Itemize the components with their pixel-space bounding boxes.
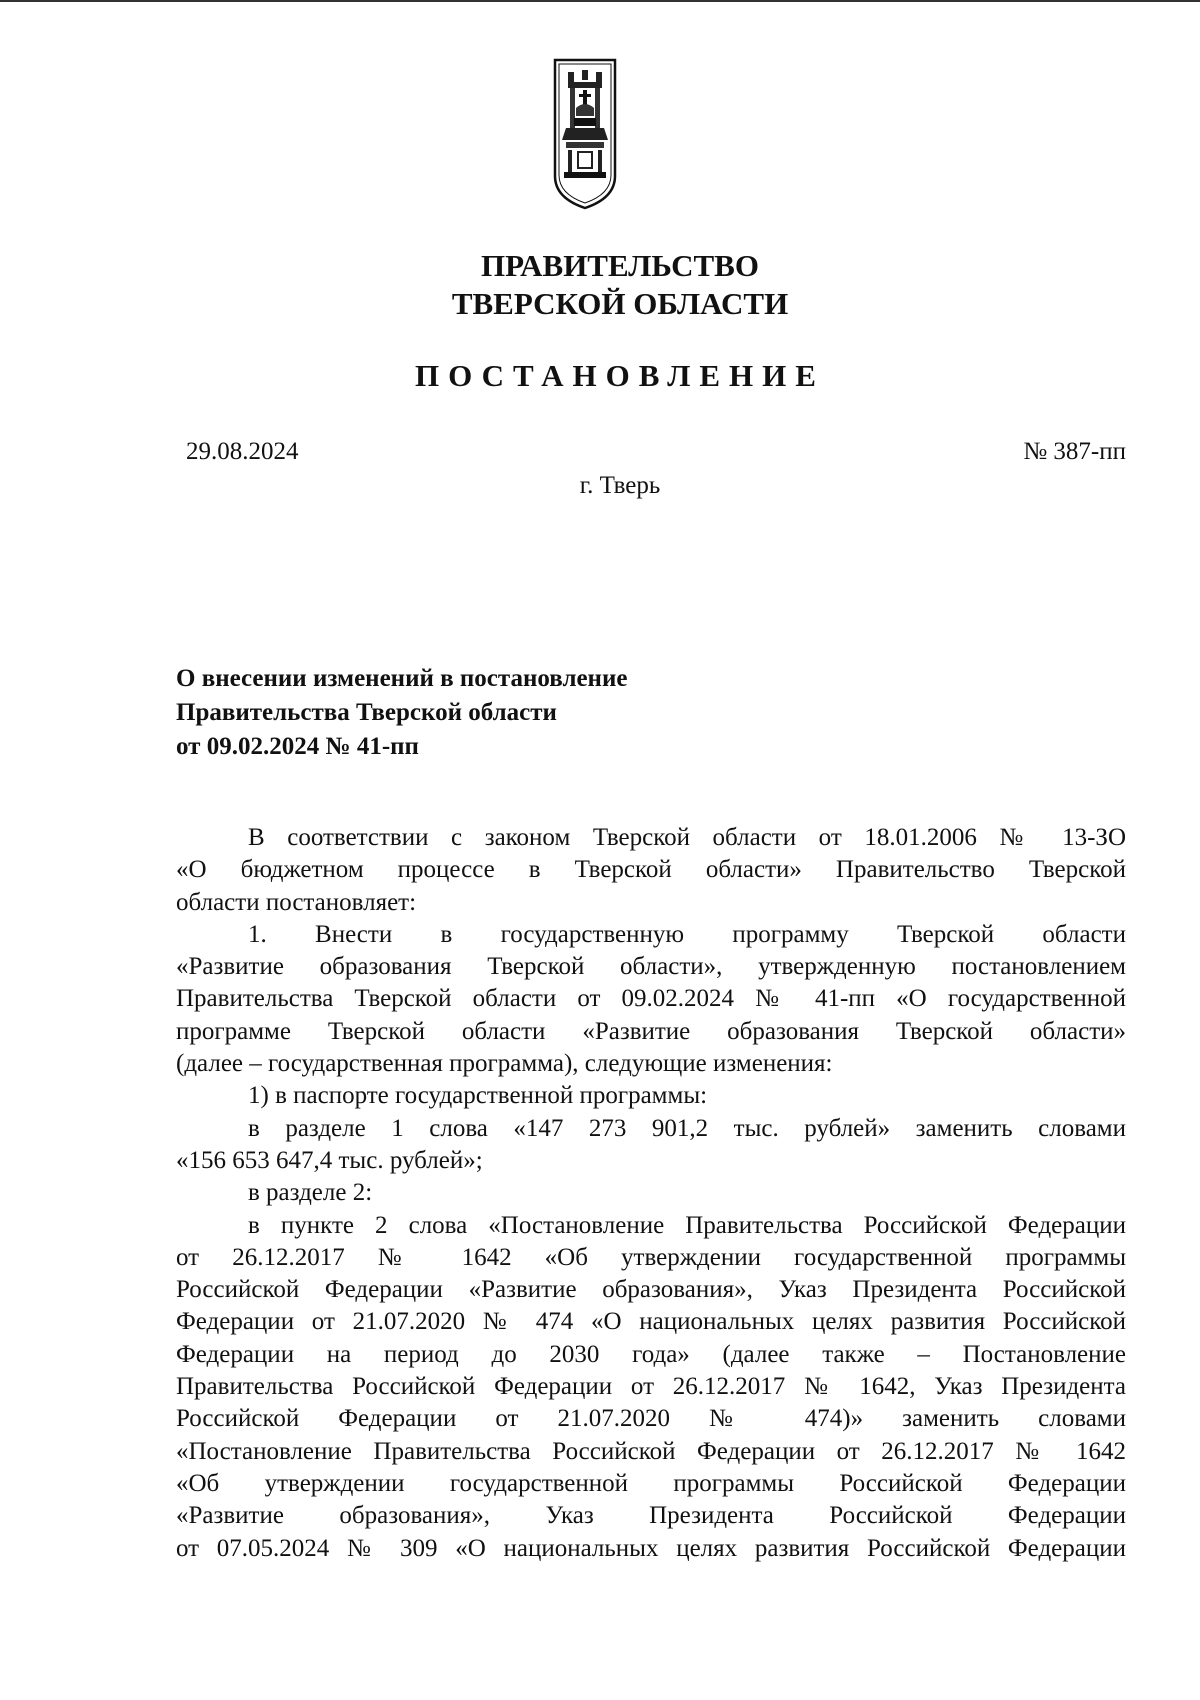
body-line: Российской Федерации от 21.07.2020 № 474)» заменить словами — [176, 1405, 1126, 1433]
body-line: Федерации на период до 2030 года» (далее также – Постановление — [176, 1340, 1126, 1368]
body-line: «156 653 647,4 тыс. рублей»; — [176, 1146, 483, 1174]
organization-line-1: ПРАВИТЕЛЬСТВО — [481, 248, 759, 283]
organization-line-2: ТВЕРСКОЙ ОБЛАСТИ — [451, 286, 789, 321]
subject-line-1: О внесении изменений в постановление — [176, 665, 628, 692]
body-line: программе Тверской области «Развитие образования Тверской области» — [176, 1017, 1126, 1045]
body-line: Федерации от 21.07.2020 № 474 «О национальных целях развития Российской — [176, 1308, 1126, 1336]
body-line: «О бюджетном процессе в Тверской области» Правительство Тверской — [176, 856, 1126, 884]
body-line: (далее – государственная программа), следующие изменения: — [176, 1050, 833, 1078]
body-line: 1) в паспорте государственной программы: — [248, 1082, 708, 1110]
scan-top-edge — [0, 0, 1200, 2]
body-line: Правительства Тверской области от 09.02.2024 № 41-пп «О государственной — [176, 985, 1126, 1013]
body-line: Правительства Российской Федерации от 26.12.2017 № 1642, Указ Президента — [176, 1373, 1126, 1401]
body-line: В соответствии с законом Тверской области от 18.01.2006 № 13-ЗО — [248, 824, 1126, 851]
body-line: области постановляет: — [176, 888, 417, 916]
body-line: от 26.12.2017 № 1642 «Об утверждении государственной программы — [176, 1243, 1126, 1271]
body-line: «Развитие образования Тверской области», утвержденную постановлением — [176, 953, 1126, 981]
body-line: в разделе 1 слова «147 273 901,2 тыс. рублей» заменить словами — [248, 1114, 1126, 1142]
document-number: № 387-пп — [1023, 438, 1126, 465]
body-line: «Развитие образования», Указ Президента Российской Федерации — [176, 1502, 1126, 1530]
document-date: 29.08.2024 — [186, 438, 299, 465]
body-line: Российской Федерации «Развитие образования», Указ Президента Российской — [176, 1276, 1126, 1304]
subject-line-2: Правительства Тверской области — [176, 699, 557, 726]
body-line: «Об утверждении государственной программы Российской Федерации — [176, 1469, 1126, 1497]
subject-line-3: от 09.02.2024 № 41-пп — [176, 733, 419, 760]
body-line: в разделе 2: — [248, 1179, 373, 1207]
coat-of-arms-icon — [552, 58, 618, 210]
body-line: в пункте 2 слова «Постановление Правительства Российской Федерации — [248, 1211, 1126, 1239]
document-subject — [176, 662, 736, 764]
document-city: г. Тверь — [579, 472, 661, 499]
document-body — [176, 822, 1126, 1565]
body-line: от 07.05.2024 № 309 «О национальных целях развития Российской Федерации — [176, 1534, 1126, 1562]
organization-name — [0, 247, 1200, 323]
body-line: «Постановление Правительства Российской Федерации от 26.12.2017 № 1642 — [176, 1437, 1126, 1465]
body-line: 1. Внести в государственную программу Тверской области — [248, 920, 1126, 948]
document-type: ПОСТАНОВЛЕНИЕ — [415, 358, 825, 393]
